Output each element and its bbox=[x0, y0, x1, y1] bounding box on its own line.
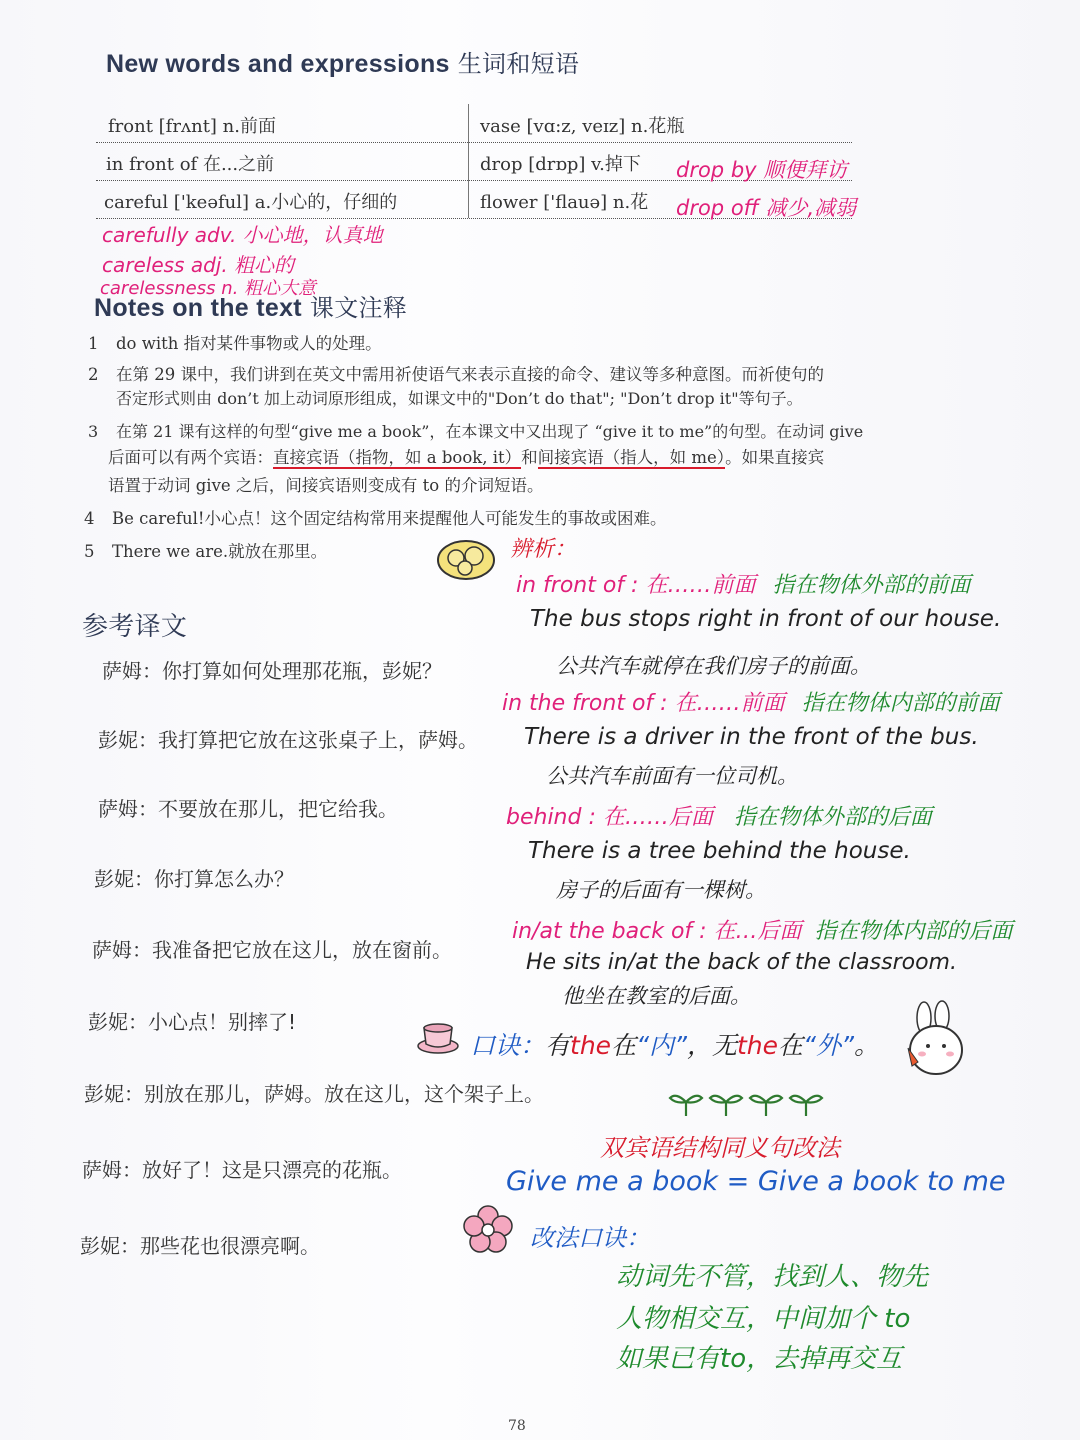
flower-sticker-icon bbox=[434, 534, 498, 582]
pink-flower-sticker-icon bbox=[462, 1204, 514, 1254]
note-text: 语置于动词 give 之后，间接宾语则变成有 to 的介词短语。 bbox=[108, 476, 544, 495]
handnote-block-in-at-the-back-of bbox=[512, 914, 1013, 945]
note-text: There we are.就放在那里。 bbox=[112, 542, 328, 561]
note-item bbox=[88, 361, 824, 385]
dialogue-line: 萨姆：放好了！这是只漂亮的花瓶。 bbox=[82, 1158, 402, 1182]
handnote-example-zh: 公共汽车前面有一位司机。 bbox=[546, 764, 798, 788]
handnote-carefully: carefully adv. 小心地，认真地 bbox=[102, 223, 383, 247]
handnote-desc: 指在物体内部的后面 bbox=[814, 919, 1013, 944]
koujue-part: “内” bbox=[636, 1031, 687, 1060]
handnote-example-en: There is a driver in the front of the bus. bbox=[524, 724, 979, 750]
teacup-sticker-icon bbox=[416, 1016, 462, 1056]
vocab-row bbox=[96, 104, 852, 143]
note-item bbox=[88, 419, 863, 442]
koujue-part: ，无 bbox=[686, 1031, 737, 1060]
handnote-desc: 指在物体内部的前面 bbox=[801, 691, 1000, 716]
handnote-block-behind bbox=[506, 800, 932, 831]
handnote-example-zh: 他坐在教室的后面。 bbox=[562, 984, 751, 1008]
handnote-head: in front of : 在……前面 bbox=[516, 573, 756, 598]
note-text-part: 后面可以有两个宾语： bbox=[108, 448, 273, 467]
handnote-bianxi: 辨析： bbox=[510, 537, 577, 562]
handnote-gaifa-line: 人物相交互，中间加个 to bbox=[616, 1304, 911, 1334]
handnote-desc: 指在物体外部的前面 bbox=[772, 573, 971, 598]
handnote-desc: 指在物体外部的后面 bbox=[733, 805, 932, 830]
vocab-entry-flower: flower ['flauə] n.花 bbox=[480, 192, 649, 213]
handnote-example-en: The bus stops right in front of our house. bbox=[530, 606, 1002, 632]
handnote-koujue bbox=[470, 1026, 879, 1062]
koujue-part: 在 bbox=[778, 1031, 804, 1060]
dialogue-line: 彭妮：别放在那儿，萨姆。放在这儿，这个架子上。 bbox=[84, 1082, 544, 1106]
underlined-indirect-object: 间接宾语（指人，如 me） bbox=[537, 448, 726, 467]
handnote-gaifa-line: 动词先不管，找到人、物先 bbox=[616, 1262, 929, 1292]
note-number: 1 bbox=[88, 334, 99, 353]
translation-title: 参考译文 bbox=[82, 612, 188, 642]
handnote-drop-by: drop by 顺便拜访 bbox=[676, 158, 848, 182]
handnote-head: behind : 在……后面 bbox=[506, 805, 713, 830]
handnote-careless: careless adj. 粗心的 bbox=[102, 253, 295, 277]
handnote-head: in/at the back of : 在…后面 bbox=[512, 919, 802, 944]
note-text: Be careful!小心点！这个固定结构常用来提醒他人可能发生的事故或困难。 bbox=[112, 509, 667, 528]
page-number: 78 bbox=[508, 1418, 526, 1434]
handnote-double-object-title: 双宾语结构同义句改法 bbox=[600, 1134, 840, 1162]
sprout-doodles-icon bbox=[666, 1088, 828, 1118]
note-text bbox=[108, 444, 824, 468]
vocab-entry-careful: careful ['keəful] a.小心的，仔细的 bbox=[104, 192, 398, 213]
handnote-example-en: He sits in/at the back of the classroom. bbox=[526, 950, 957, 975]
note-text: 在第 21 课有这样的句型“give me a book”，在本课文中又出现了 “give it to me”的句型。在动词 give bbox=[116, 422, 864, 441]
handnote-double-object-example: Give me a book = Give a book to me bbox=[506, 1166, 1006, 1197]
vocab-entry-in-front-of: in front of 在...之前 bbox=[106, 154, 275, 175]
handnote-gaifa-label: 改法口诀： bbox=[530, 1224, 650, 1252]
handnote-block-in-front-of bbox=[516, 568, 970, 599]
bunny-sticker-icon bbox=[900, 1000, 970, 1080]
koujue-part: 在 bbox=[611, 1031, 637, 1060]
note-text: 否定形式则由 don’t 加上动词原形组成，如课文中的"Don’t do that"; "Don’t drop it"等句子。 bbox=[116, 389, 803, 408]
note-item bbox=[88, 330, 382, 354]
vocab-entry-front: front [frʌnt] n.前面 bbox=[108, 116, 276, 137]
handnote-carelessness: carelessness n. 粗心大意 bbox=[100, 278, 317, 299]
dialogue-line: 彭妮：我打算把它放在这张桌子上，萨姆。 bbox=[98, 728, 478, 752]
koujue-label: 口诀： bbox=[470, 1031, 546, 1060]
underlined-direct-object: 直接宾语（指物，如 a book, it） bbox=[273, 448, 522, 467]
handnote-example-zh: 房子的后面有一棵树。 bbox=[556, 878, 766, 902]
notes-title-zh: 课文注释 bbox=[309, 294, 408, 322]
notes-title-en: Notes on the text bbox=[94, 294, 302, 322]
handnote-block-in-the-front-of bbox=[502, 686, 1000, 717]
vocab-entry-drop: drop [drɒp] v.掉下 bbox=[480, 154, 641, 175]
note-text-part: 。如果直接宾 bbox=[725, 448, 825, 467]
handnote-drop-off: drop off 减少,减弱 bbox=[676, 196, 857, 220]
dialogue-line: 彭妮：小心点！别摔了! bbox=[88, 1010, 297, 1034]
dialogue-line: 萨姆：不要放在那儿，把它给我。 bbox=[98, 797, 398, 821]
dialogue-line: 彭妮：那些花也很漂亮啊。 bbox=[80, 1234, 320, 1258]
koujue-part: the bbox=[570, 1031, 612, 1060]
koujue-part: the bbox=[737, 1031, 779, 1060]
handnote-example-en: There is a tree behind the house. bbox=[528, 838, 911, 864]
note-number: 2 bbox=[88, 365, 99, 384]
note-text: do with 指对某件事物或人的处理。 bbox=[116, 334, 382, 353]
note-item bbox=[84, 538, 327, 562]
dialogue-line: 彭妮：你打算怎么办？ bbox=[94, 867, 294, 891]
note-number: 4 bbox=[84, 509, 95, 528]
handnote-head: in the front of : 在……前面 bbox=[502, 691, 785, 716]
note-text: 在第 29 课中，我们讲到在英文中需用祈使语气来表示直接的命令、建议等多种意图。而祈使句的 bbox=[116, 365, 824, 384]
notes-title bbox=[94, 288, 407, 323]
note-item bbox=[84, 505, 667, 529]
handnote-example-zh: 公共汽车就停在我们房子的前面。 bbox=[556, 654, 871, 678]
dialogue-line: 萨姆：我准备把它放在这儿，放在窗前。 bbox=[92, 938, 452, 962]
koujue-part: “外” bbox=[803, 1031, 854, 1060]
note-text-part: 和 bbox=[521, 448, 538, 467]
note-number: 5 bbox=[84, 542, 95, 561]
vocab-title bbox=[106, 44, 579, 79]
koujue-part: 。 bbox=[853, 1031, 879, 1060]
note-number: 3 bbox=[88, 422, 99, 441]
vocab-entry-vase: vase [vɑ:z, veɪz] n.花瓶 bbox=[480, 116, 685, 137]
dialogue-line: 萨姆：你打算如何处理那花瓶，彭妮？ bbox=[102, 659, 442, 683]
vocab-title-zh: 生词和短语 bbox=[457, 50, 580, 78]
koujue-part: 有 bbox=[545, 1031, 571, 1060]
vocab-title-en: New words and expressions bbox=[106, 50, 450, 78]
handnote-gaifa-line: 如果已有to，去掉再交互 bbox=[616, 1344, 903, 1374]
